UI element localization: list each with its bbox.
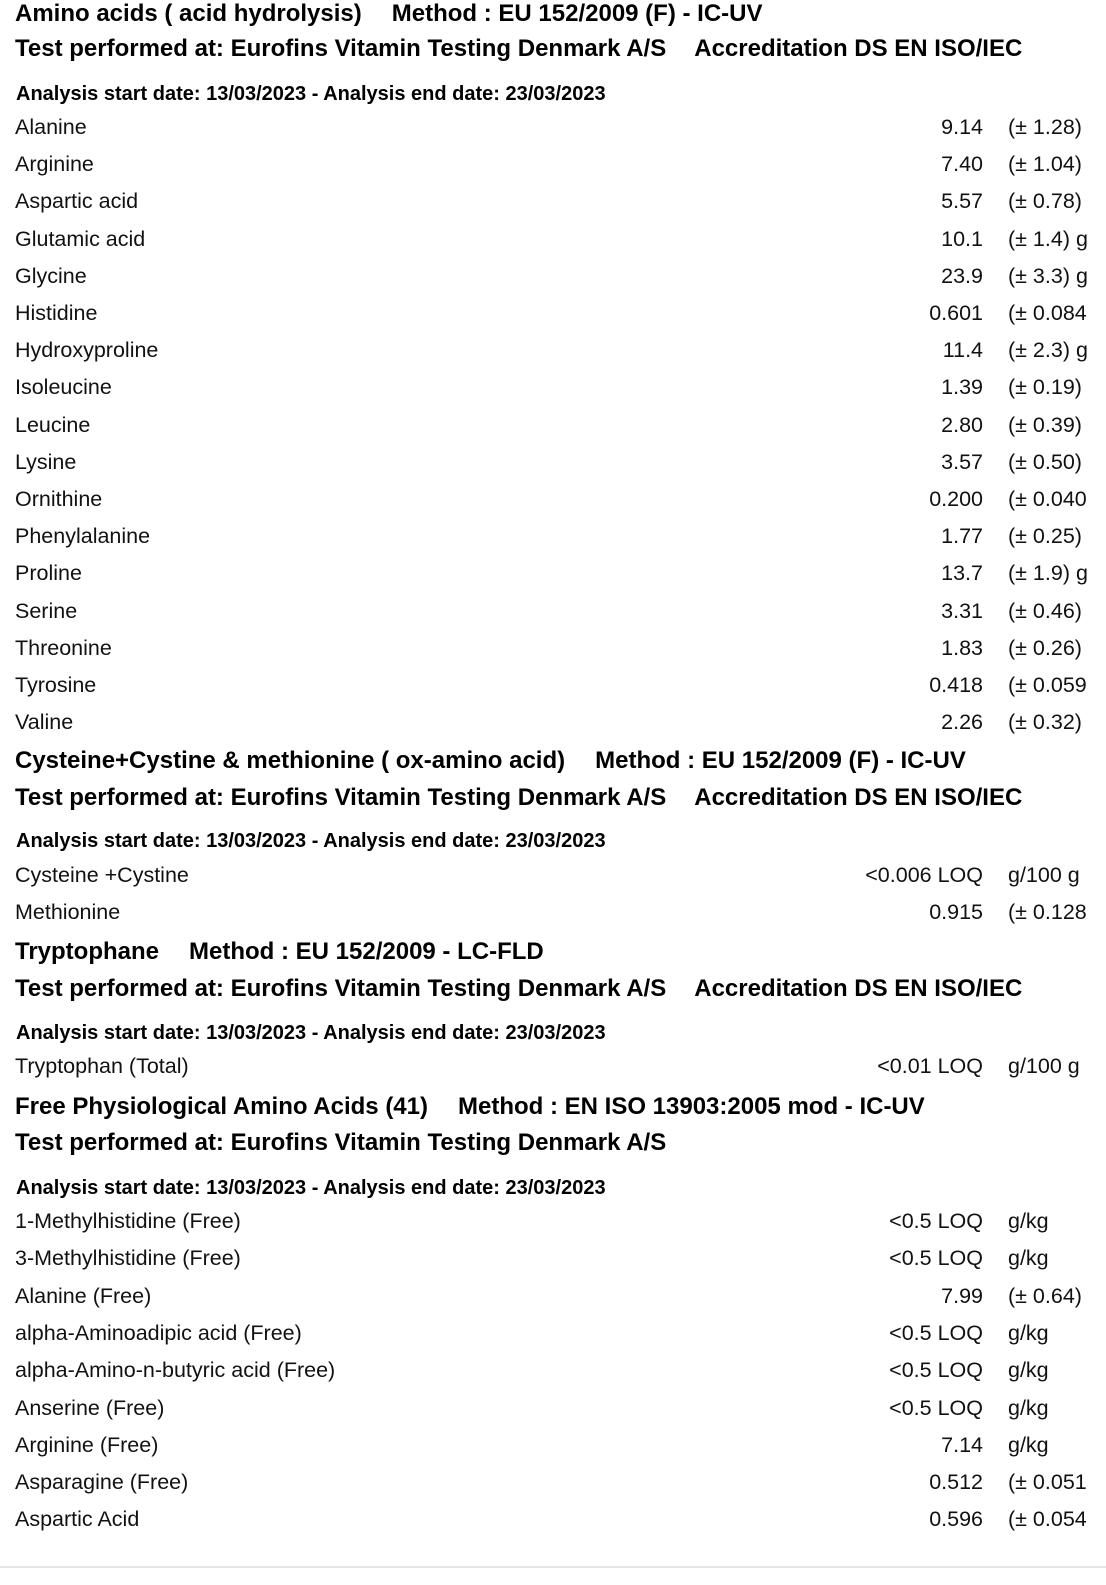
result-value: 0.200 [929,487,983,511]
result-value: 7.99 [941,1283,983,1308]
uncertainty-unit: (± 0.084 [1008,301,1087,325]
section-title: Cysteine+Cystine & methionine ( ox-amino acid) [15,747,566,774]
accreditation: Accreditation DS EN ISO/IEC [694,35,1023,62]
uncertainty-unit: (± 3.3) g [1008,263,1088,288]
result-row [0,1051,1106,1081]
result-value: 5.57 [941,189,983,214]
result-value: 3.31 [941,598,983,623]
section-title-line [15,938,544,966]
result-value: 0.915 [929,900,983,924]
result-value: 10.1 [941,226,983,251]
result-value: <0.5 LOQ [889,1246,983,1271]
analyte-name: Alanine (Free) [15,1283,152,1308]
analyte-name: Arginine [15,152,94,177]
uncertainty-unit: (± 0.50) [1008,449,1082,474]
section-lab-line [15,784,1022,812]
section-title-line [15,747,966,775]
accreditation: Accreditation DS EN ISO/IEC [694,784,1023,811]
result-row [0,558,1106,588]
result-row [0,521,1106,551]
uncertainty-unit: (± 0.051 [1008,1470,1087,1495]
analyte-name: Histidine [15,301,98,325]
analyte-name: Anserine (Free) [15,1395,165,1420]
uncertainty-unit: g/kg [1008,1246,1049,1271]
uncertainty-unit: (± 0.040 [1008,487,1087,511]
result-value: 1.39 [941,375,983,400]
result-row [0,1206,1106,1236]
uncertainty-unit: (± 1.04) [1008,152,1082,177]
result-value: 23.9 [941,263,983,288]
result-row [0,1281,1106,1311]
result-value: 1.77 [941,524,983,549]
result-row [0,1467,1106,1497]
uncertainty-unit: (± 0.64) [1008,1283,1082,1308]
result-row [0,1504,1106,1534]
uncertainty-unit: (± 0.32) [1008,710,1082,735]
analyte-name: Valine [15,710,74,735]
uncertainty-unit: (± 0.059 [1008,673,1087,697]
section-title: Tryptophane [15,938,160,965]
result-value: <0.5 LOQ [889,1320,983,1345]
result-value: 7.40 [941,152,983,177]
result-row [0,112,1106,142]
uncertainty-unit: (± 0.78) [1008,189,1082,214]
uncertainty-unit: g/kg [1008,1395,1049,1420]
analyte-name: Proline [15,561,82,586]
analyte-name: 1-Methylhistidine (Free) [15,1209,241,1233]
result-value: 0.601 [929,301,983,325]
result-row [0,1393,1106,1423]
result-value: 0.596 [929,1507,983,1532]
analyte-name: Aspartic Acid [15,1507,140,1532]
result-value: 9.14 [941,115,983,139]
section-title-line [15,0,763,28]
section-lab-line [15,975,1022,1003]
section-method: Method : EU 152/2009 (F) - IC-UV [391,0,763,27]
analyte-name: Glycine [15,263,87,288]
result-value: 2.80 [941,412,983,437]
analysis-dates: Analysis start date: 13/03/2023 - Analysis end date: 23/03/2023 [16,1177,606,1199]
uncertainty-unit: (± 1.9) g [1008,561,1088,586]
result-row [0,897,1106,927]
result-value: <0.5 LOQ [889,1395,983,1420]
result-row [0,298,1106,328]
result-row [0,1318,1106,1348]
result-value: <0.006 LOQ [865,863,983,887]
uncertainty-unit: g/kg [1008,1209,1049,1233]
analyte-name: Aspartic acid [15,189,139,214]
result-value: 2.26 [941,710,983,735]
analyte-name: Glutamic acid [15,226,146,251]
result-row [0,410,1106,440]
result-value: <0.01 LOQ [877,1054,983,1078]
uncertainty-unit: (± 0.26) [1008,635,1082,660]
analyte-name: Serine [15,598,78,623]
uncertainty-unit: (± 2.3) g [1008,338,1088,363]
analyte-name: Methionine [15,900,121,924]
uncertainty-unit: (± 0.46) [1008,598,1082,623]
result-value: 7.14 [941,1432,983,1457]
uncertainty-unit: g/kg [1008,1320,1049,1345]
analyte-name: alpha-Aminoadipic acid (Free) [15,1320,302,1345]
result-row [0,1430,1106,1460]
uncertainty-unit: (± 0.128 [1008,900,1087,924]
result-value: <0.5 LOQ [889,1358,983,1383]
result-row [0,1243,1106,1273]
analyte-name: Leucine [15,412,91,437]
uncertainty-unit: (± 0.25) [1008,524,1082,549]
result-row [0,335,1106,365]
result-row [0,372,1106,402]
uncertainty-unit: g/kg [1008,1432,1049,1457]
result-row [0,484,1106,514]
uncertainty-unit: (± 0.19) [1008,375,1082,400]
result-value: 3.57 [941,449,983,474]
section-title-line [15,1093,925,1121]
uncertainty-unit: g/100 g [1008,863,1080,887]
result-value: 1.83 [941,635,983,660]
section-title: Free Physiological Amino Acids (41) [15,1093,428,1120]
result-value: 13.7 [941,561,983,586]
analysis-dates: Analysis start date: 13/03/2023 - Analysis end date: 23/03/2023 [16,83,606,105]
uncertainty-unit: (± 0.39) [1008,412,1082,437]
analyte-name: Tryptophan (Total) [15,1054,189,1078]
analyte-name: Phenylalanine [15,524,151,549]
analyte-name: Cysteine +Cystine [15,863,189,887]
result-value: <0.5 LOQ [889,1209,983,1233]
result-row [0,707,1106,737]
result-row [0,860,1106,890]
analyte-name: Lysine [15,449,77,474]
bottom-divider [0,1566,1106,1568]
section-method: Method : EU 152/2009 (F) - IC-UV [595,747,966,774]
result-value: 0.418 [929,673,983,697]
analyte-name: 3-Methylhistidine (Free) [15,1246,241,1271]
result-row [0,224,1106,254]
analyte-name: Ornithine [15,487,103,511]
lab-name: Test performed at: Eurofins Vitamin Testing Denmark A/S [15,35,667,62]
analyte-name: alpha-Amino-n-butyric acid (Free) [15,1358,336,1383]
analyte-name: Threonine [15,635,112,660]
result-row [0,149,1106,179]
section-title: Amino acids ( acid hydrolysis) [15,0,362,27]
result-row [0,447,1106,477]
analysis-dates: Analysis start date: 13/03/2023 - Analysis end date: 23/03/2023 [16,830,606,852]
section-method: Method : EU 152/2009 - LC-FLD [189,938,544,965]
analysis-dates: Analysis start date: 13/03/2023 - Analysis end date: 23/03/2023 [16,1022,606,1044]
analyte-name: Hydroxyproline [15,338,159,363]
analyte-name: Isoleucine [15,375,112,400]
result-row [0,186,1106,216]
section-method: Method : EN ISO 13903:2005 mod - IC-UV [458,1093,925,1120]
uncertainty-unit: g/100 g [1008,1054,1080,1078]
uncertainty-unit: (± 1.28) [1008,115,1082,139]
result-row [0,670,1106,700]
uncertainty-unit: (± 1.4) g [1008,226,1088,251]
lab-name: Test performed at: Eurofins Vitamin Testing Denmark A/S [15,1129,667,1156]
result-value: 11.4 [942,338,983,363]
accreditation: Accreditation DS EN ISO/IEC [694,975,1023,1002]
lab-name: Test performed at: Eurofins Vitamin Testing Denmark A/S [15,975,667,1002]
uncertainty-unit: (± 0.054 [1008,1507,1087,1532]
analyte-name: Arginine (Free) [15,1432,159,1457]
result-row [0,1355,1106,1385]
result-row [0,596,1106,626]
analyte-name: Tyrosine [15,673,97,697]
lab-name: Test performed at: Eurofins Vitamin Testing Denmark A/S [15,784,667,811]
analyte-name: Asparagine (Free) [15,1470,189,1495]
uncertainty-unit: g/kg [1008,1358,1049,1383]
section-lab-line [15,1129,666,1157]
analyte-name: Alanine [15,115,87,139]
result-row [0,261,1106,291]
section-lab-line [15,35,1022,63]
result-row [0,633,1106,663]
result-value: 0.512 [929,1470,983,1495]
